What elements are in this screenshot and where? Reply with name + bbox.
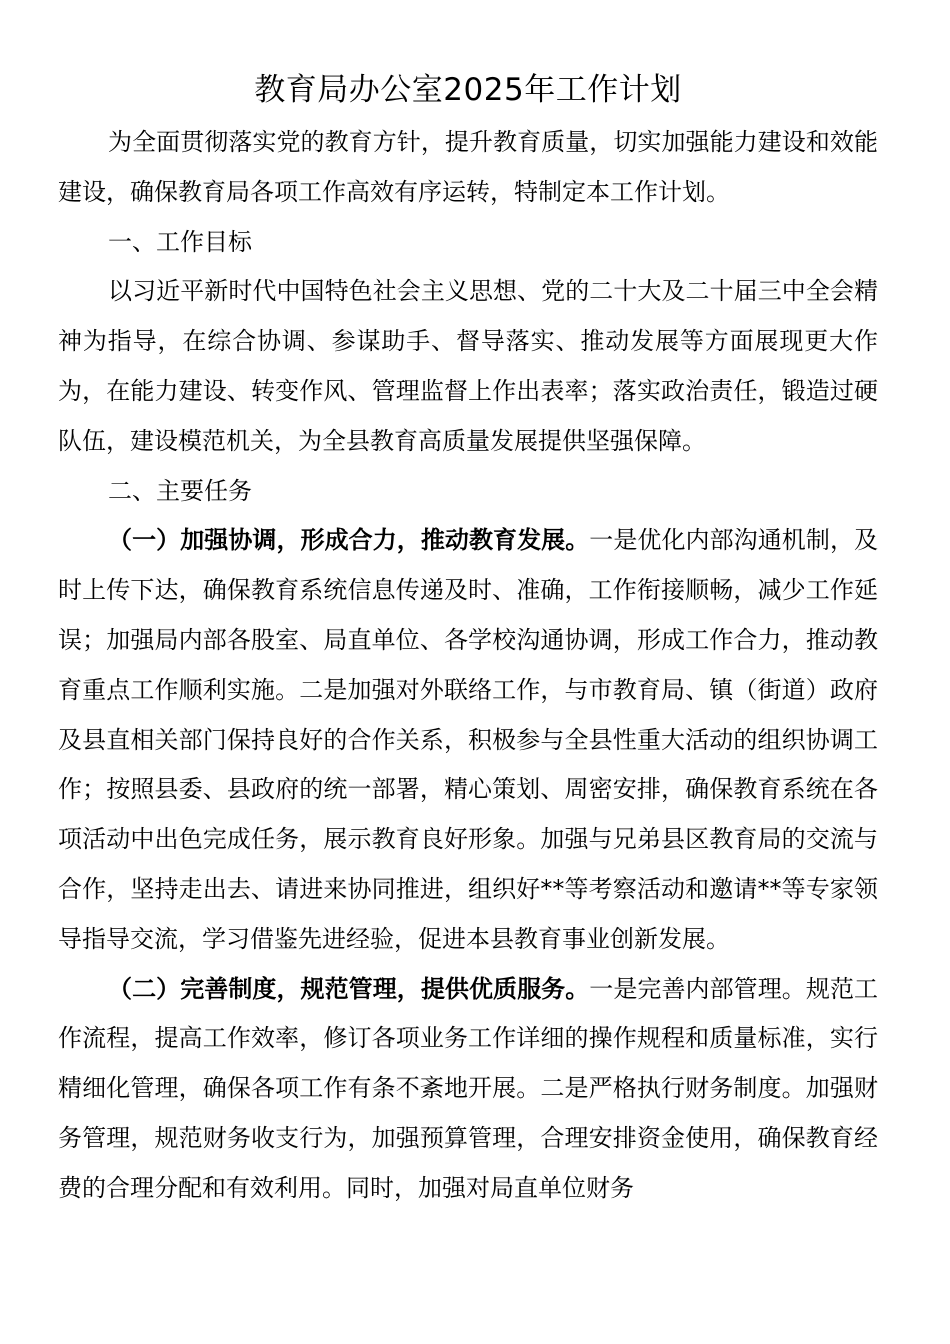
section-heading-goals: 一、工作目标: [108, 227, 252, 256]
task-1-lead: （一）加强协调，形成合力，推动教育发展。: [108, 526, 590, 555]
document-title: 教育局办公室2025年工作计划: [254, 72, 682, 108]
task-2-lead: （二）完善制度，规范管理，提供优质服务。: [108, 974, 590, 1003]
task-1-paragraph: [58, 516, 878, 964]
task-2-paragraph: [58, 965, 878, 1214]
goals-paragraph: 以习近平新时代中国特色社会主义思想、党的二十大及二十届三中全会精神为指导，在综合协调、参谋助手、督导落实、推动发展等方面展现更大作为，在能力建设、转变作风、管理监督上作出表率；落实政治责任，锻造过硬队伍，建设模范机关，为全县教育高质量发展提供坚强保障。: [58, 277, 878, 455]
document-page: [58, 62, 878, 1214]
section-heading-tasks: 二、主要任务: [108, 476, 252, 505]
task-1-body: 一是优化内部沟通机制，及时上传下达，确保教育系统信息传递及时、准确，工作衔接顺畅，减少工作延误；加强局内部各股室、局直单位、各学校沟通协调，形成工作合力，推动教育重点工作顺利实施。二是加强对外联络工作，与市教育局、镇（街道）政府及县直相关部门保持良好的合作关系，积极参与全县性重大活动的组织协调工作；按照县委、县政府的统一部署，精心策划、周密安排，确保教育系统在各项活动中出色完成任务，展示教育良好形象。加强与兄弟县区教育局的交流与合作，坚持走出去、请进来协同推进，组织好**等考察活动和邀请**等专家领导指导交流，学习借鉴先进经验，促进本县教育事业创新发展。: [58, 526, 879, 953]
intro-paragraph: 为全面贯彻落实党的教育方针，提升教育质量，切实加强能力建设和效能建设，确保教育局各项工作高效有序运转，特制定本工作计划。: [58, 128, 878, 206]
task-2-body: 一是完善内部管理。规范工作流程，提高工作效率，修订各项业务工作详细的操作规程和质量标准，实行精细化管理，确保各项工作有条不紊地开展。二是严格执行财务制度。加强财务管理，规范财务收支行为，加强预算管理，合理安排资金使用，确保教育经费的合理分配和有效利用。同时，加强对局直单位财务: [58, 974, 879, 1202]
